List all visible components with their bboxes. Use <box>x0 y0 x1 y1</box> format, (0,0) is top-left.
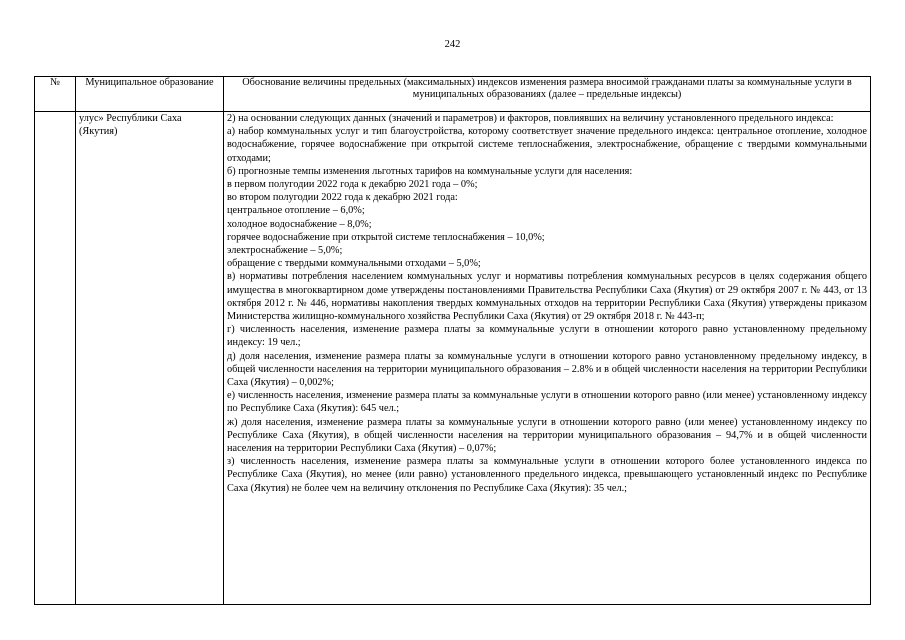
row-number-cell <box>35 112 76 605</box>
justification-paragraph: б) прогнозные темпы изменения льготных тарифов на коммунальные услуги для населения: <box>227 165 633 177</box>
justification-paragraph: во втором полугодии 2022 года к декабрю 2021 года: <box>227 192 458 204</box>
justification-paragraph: е) численность населения, изменение размера платы за коммунальные услуги в отношении которого равно (или менее) установленному индексу по Республике Саха (Якутия): 645 чел.; <box>227 390 867 415</box>
justification-paragraph: холодное водоснабжение – 8,0%; <box>227 218 372 230</box>
justification-paragraph: ж) доля населения, изменение размера платы за коммунальные услуги в отношении которого равно (или менее) установленному индексу по Республике Саха (Якутия), в общей численности населения на территории муниципального образования – 94,7% и в общей численности населения на территории Республики Саха (Якутия) – 0,07%; <box>227 416 867 455</box>
justification-paragraph: центральное отопление – 6,0%; <box>227 205 365 217</box>
indices-table <box>34 76 871 605</box>
municipality-cell: улус» Республики Саха (Якутия) <box>76 112 224 605</box>
justification-cell <box>224 112 871 605</box>
justification-paragraph: в) нормативы потребления населением коммунальных услуг и нормативы потребления коммунальных ресурсов в целях содержания общего имущества в многоквартирном доме утверждены постановлениями Правительства Республики Саха (Якутия) от 29 октября 2007 г. № 443, от 13 октября 2012 г. № 446, нормативы накопления твердых коммунальных отходов на территории Республики Саха (Якутия) утверждены приказом Министерства жилищно-коммунального хозяйства Республики Саха (Якутия) от 29 октября 2018 г. № 443-п; <box>227 271 867 323</box>
justification-paragraph: в первом полугодии 2022 года к декабрю 2021 года – 0%; <box>227 179 478 191</box>
justification-paragraph: обращение с твердыми коммунальными отходами – 5,0%; <box>227 258 481 270</box>
justification-paragraph: а) набор коммунальных услуг и тип благоустройства, которому соответствует значение предельного индекса: центральное отопление, холодное водоснабжение, горячее водоснабжение при открытой системе теплоснабжения, электроснабжение, обращение с твердыми коммунальными отходами; <box>227 126 867 164</box>
justification-paragraph: з) численность населения, изменение размера платы за коммунальные услуги в отношении которого более установленного индекса по Республике Саха (Якутия), но менее (или равно) установленного предельного индекса, превышающего установленный индекс по Республике Саха (Якутия) не более чем на величину отклонения по Республике Саха (Якутия): 35 чел.; <box>227 456 867 494</box>
justification-paragraph: д) доля населения, изменение размера платы за коммунальные услуги в отношении которого равно установленному предельному индексу, в общей численности населения на территории муниципального образования – 2.8% и в общей численности населения на территории Республики Саха (Якутия) – 0,002%; <box>227 350 867 389</box>
header-municipality: Муниципальное образование <box>76 77 224 112</box>
justification-paragraph: горячее водоснабжение при открытой системе теплоснабжения – 10,0%; <box>227 231 545 243</box>
table-header-row <box>35 77 871 112</box>
table-row <box>35 112 871 605</box>
justification-paragraph: 2) на основании следующих данных (значений и параметров) и факторов, повлиявших на величину установленного предельного индекса: <box>227 113 834 124</box>
page-number: 242 <box>444 39 461 50</box>
justification-paragraph: г) численность населения, изменение размера платы за коммунальные услуги в отношении которого равно установленному предельному индексу: 19 чел.; <box>227 324 867 349</box>
header-number: № <box>35 77 76 112</box>
justification-paragraph: электроснабжение – 5,0%; <box>227 245 343 257</box>
header-justification: Обоснование величины предельных (максимальных) индексов изменения размера вносимой гражданами платы за коммунальные услуги в муниципальных образованиях (далее – предельные индексы) <box>224 77 871 112</box>
